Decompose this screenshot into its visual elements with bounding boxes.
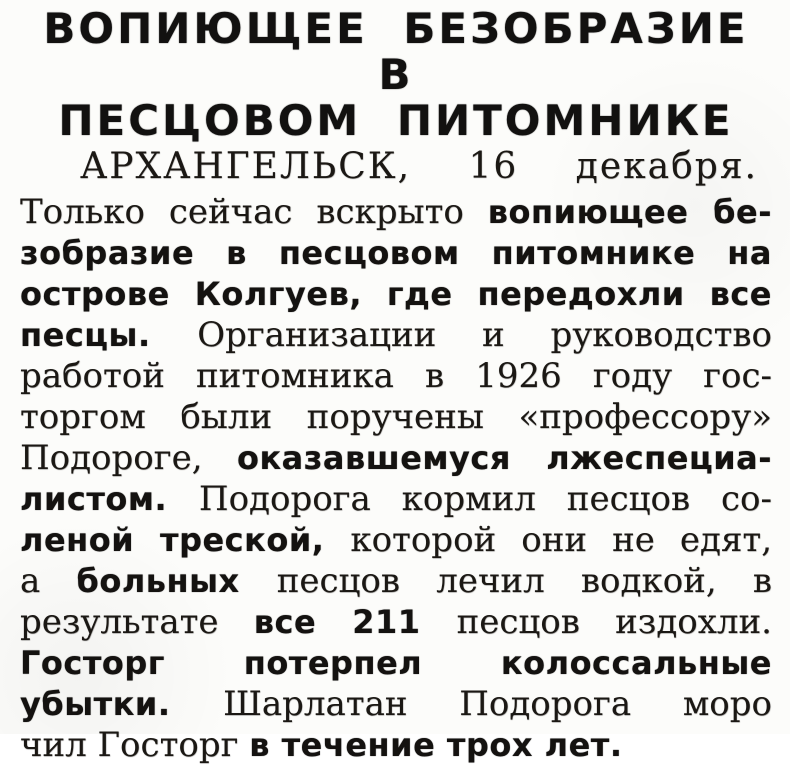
dateline-month: декабря. bbox=[575, 146, 758, 187]
body-line bbox=[20, 438, 772, 479]
text-run-bold: убытки. bbox=[20, 685, 224, 723]
body-line bbox=[20, 561, 772, 602]
body-line bbox=[20, 643, 772, 684]
article-body bbox=[20, 192, 772, 766]
headline-line-1: ВОПИЮЩЕЕ БЕЗОБРАЗИЕ В bbox=[43, 4, 749, 99]
dateline bbox=[20, 144, 772, 189]
body-line bbox=[20, 274, 772, 315]
dateline-city: АРХАНГЕЛЬСК, bbox=[80, 146, 412, 187]
text-run: чил Госторг bbox=[20, 725, 250, 765]
text-run-bold: в течение трох лет. bbox=[249, 726, 623, 764]
text-run-bold: леной треской, bbox=[20, 521, 351, 559]
body-line bbox=[20, 233, 772, 274]
text-run-bold: больных bbox=[76, 562, 277, 600]
body-line bbox=[20, 356, 772, 397]
text-run: Подороге, bbox=[20, 438, 237, 478]
text-run: песцов лечил водкой, в bbox=[276, 561, 772, 601]
text-run-bold: вопиющее бе- bbox=[487, 193, 772, 231]
text-run-bold: все 211 bbox=[253, 603, 457, 641]
text-run: результате bbox=[20, 602, 254, 642]
body-line bbox=[20, 479, 772, 520]
text-run: Подорога кормил песцов со- bbox=[198, 479, 772, 519]
text-run-bold: оказавшемуся лжеспециа- bbox=[236, 439, 772, 477]
body-line bbox=[20, 602, 772, 643]
text-run: песцов издохли. bbox=[456, 602, 772, 642]
headline-line-2: ПЕСЦОВОМ ПИТОМНИКЕ bbox=[58, 96, 734, 145]
text-run-bold: листом. bbox=[20, 480, 199, 518]
text-run: Шарлатан Подорога моро bbox=[223, 684, 772, 724]
text-run: Организации и руководство bbox=[197, 315, 772, 355]
text-run: работой питомника в 1926 году гос- bbox=[20, 356, 772, 396]
text-run: а bbox=[20, 561, 77, 601]
article-headline bbox=[20, 6, 772, 144]
text-run: которой они не едят, bbox=[350, 520, 773, 560]
body-line bbox=[20, 684, 772, 725]
body-line bbox=[20, 520, 772, 561]
text-run-bold: зобразие в песцовом питомнике на bbox=[20, 234, 772, 272]
body-line bbox=[20, 725, 772, 766]
body-line bbox=[20, 192, 772, 233]
body-line bbox=[20, 397, 772, 438]
text-run-bold: песцы. bbox=[20, 316, 198, 354]
text-run: Только сейчас вскрыто bbox=[20, 192, 488, 232]
text-run: торгом были поручены «профессору» bbox=[20, 397, 772, 437]
text-run-bold: острове Колгуев, где передохли все bbox=[20, 275, 772, 313]
text-run-bold: Госторг потерпел колоссальные bbox=[20, 644, 772, 682]
dateline-day: 16 bbox=[468, 146, 519, 187]
body-line bbox=[20, 315, 772, 356]
